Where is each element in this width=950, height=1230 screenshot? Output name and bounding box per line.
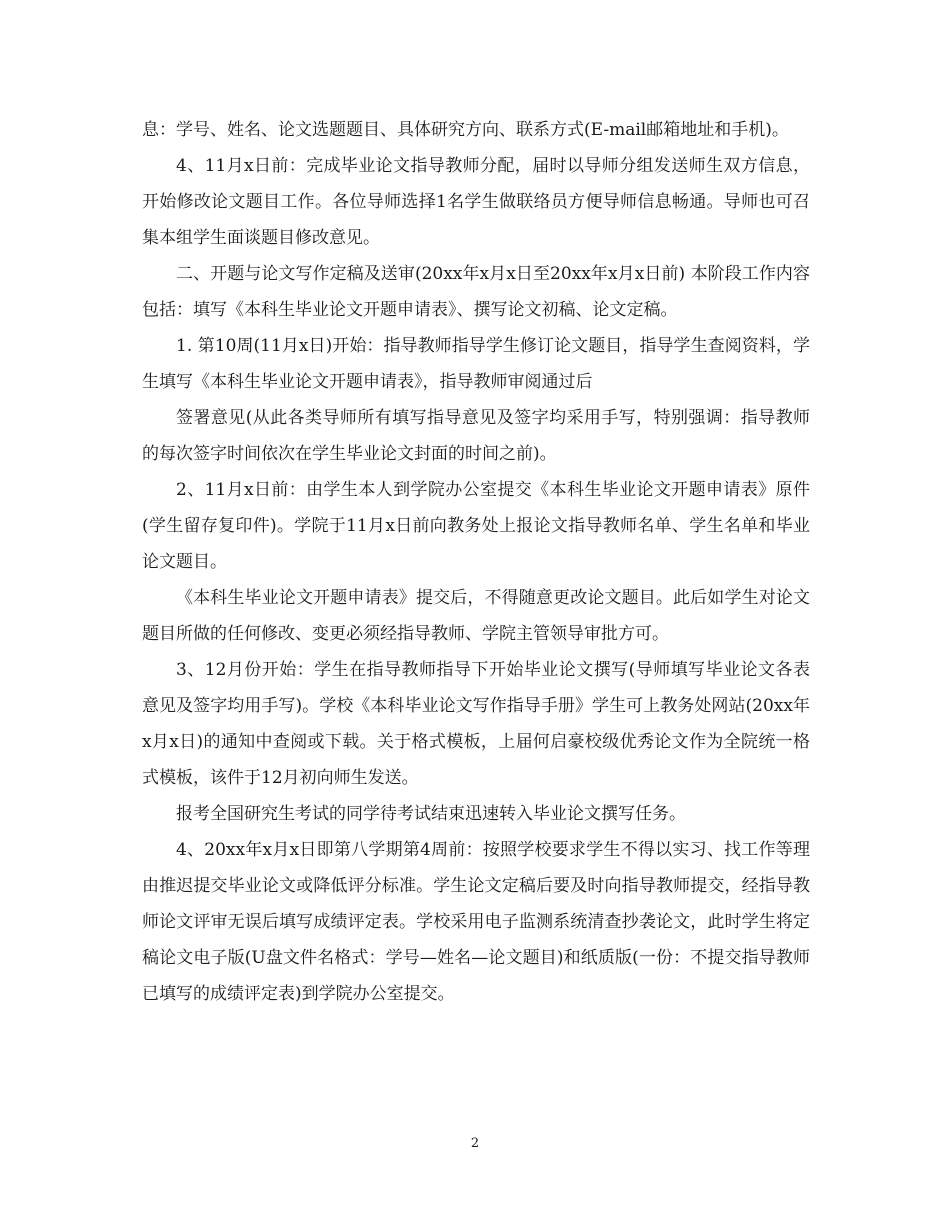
paragraph: 2、11月x日前：由学生本人到学院办公室提交《本科生毕业论文开题申请表》原件(学生留存复印件)。学院于11月x日前向教务处上报论文指导教师名单、学生名单和毕业论文题目。 <box>142 480 810 572</box>
paragraph: 二、开题与论文写作定稿及送审(20xx年x月x日至20xx年x月x日前) 本阶段工作内容包括：填写《本科生毕业论文开题申请表》、撰写论文初稿、论文定稿。 <box>142 264 810 320</box>
paragraph: 息：学号、姓名、论文选题题目、具体研究方向、联系方式(E-mail邮箱地址和手机)。 <box>142 120 789 140</box>
paragraph: 报考全国研究生考试的同学待考试结束迅速转入毕业论文撰写任务。 <box>176 804 686 824</box>
paragraph: 4、11月x日前：完成毕业论文指导教师分配，届时以导师分组发送师生双方信息，开始修改论文题目工作。各位导师选择1名学生做联络员方便导师信息畅通。导师也可召集本组学生面谈题目修改意见。 <box>142 156 810 248</box>
paragraph: 1. 第10周(11月x日)开始：指导教师指导学生修订论文题目，指导学生查阅资料，学生填写《本科生毕业论文开题申请表》，指导教师审阅通过后 <box>142 336 810 392</box>
paragraph: 4、20xx年x月x日即第八学期第4周前：按照学校要求学生不得以实习、找工作等理由推迟提交毕业论文或降低评分标准。学生论文定稿后要及时向指导教师提交，经指导教师论文评审无误后填写成绩评定表。学校采用电子监测系统清查抄袭论文，此时学生将定稿论文电子版(U盘文件名格式：学号—姓名—论文题目)和纸质版(一份：不提交指导教师已填写的成绩评定表)到学院办公室提交。 <box>142 840 810 1004</box>
page-number: 2 <box>470 1136 480 1151</box>
paragraph: 《本科生毕业论文开题申请表》提交后，不得随意更改论文题目。此后如学生对论文题目所做的任何修改、变更必须经指导教师、学院主管领导审批方可。 <box>142 588 810 644</box>
paragraph: 3、12月份开始：学生在指导教师指导下开始毕业论文撰写(导师填写毕业论文各表意见及签字均用手写)。学校《本科毕业论文写作指导手册》学生可上教务处网站(20xx年x月x日)的通知中查阅或下载。关于格式模板，上届何启豪校级优秀论文作为全院统一格式模板，该件于12月初向师生发送。 <box>142 660 810 788</box>
document-body <box>142 112 810 1012</box>
paragraph: 签署意见(从此各类导师所有填写指导意见及签字均采用手写，特别强调：指导教师的每次签字时间依次在学生毕业论文封面的时间之前)。 <box>142 408 810 464</box>
